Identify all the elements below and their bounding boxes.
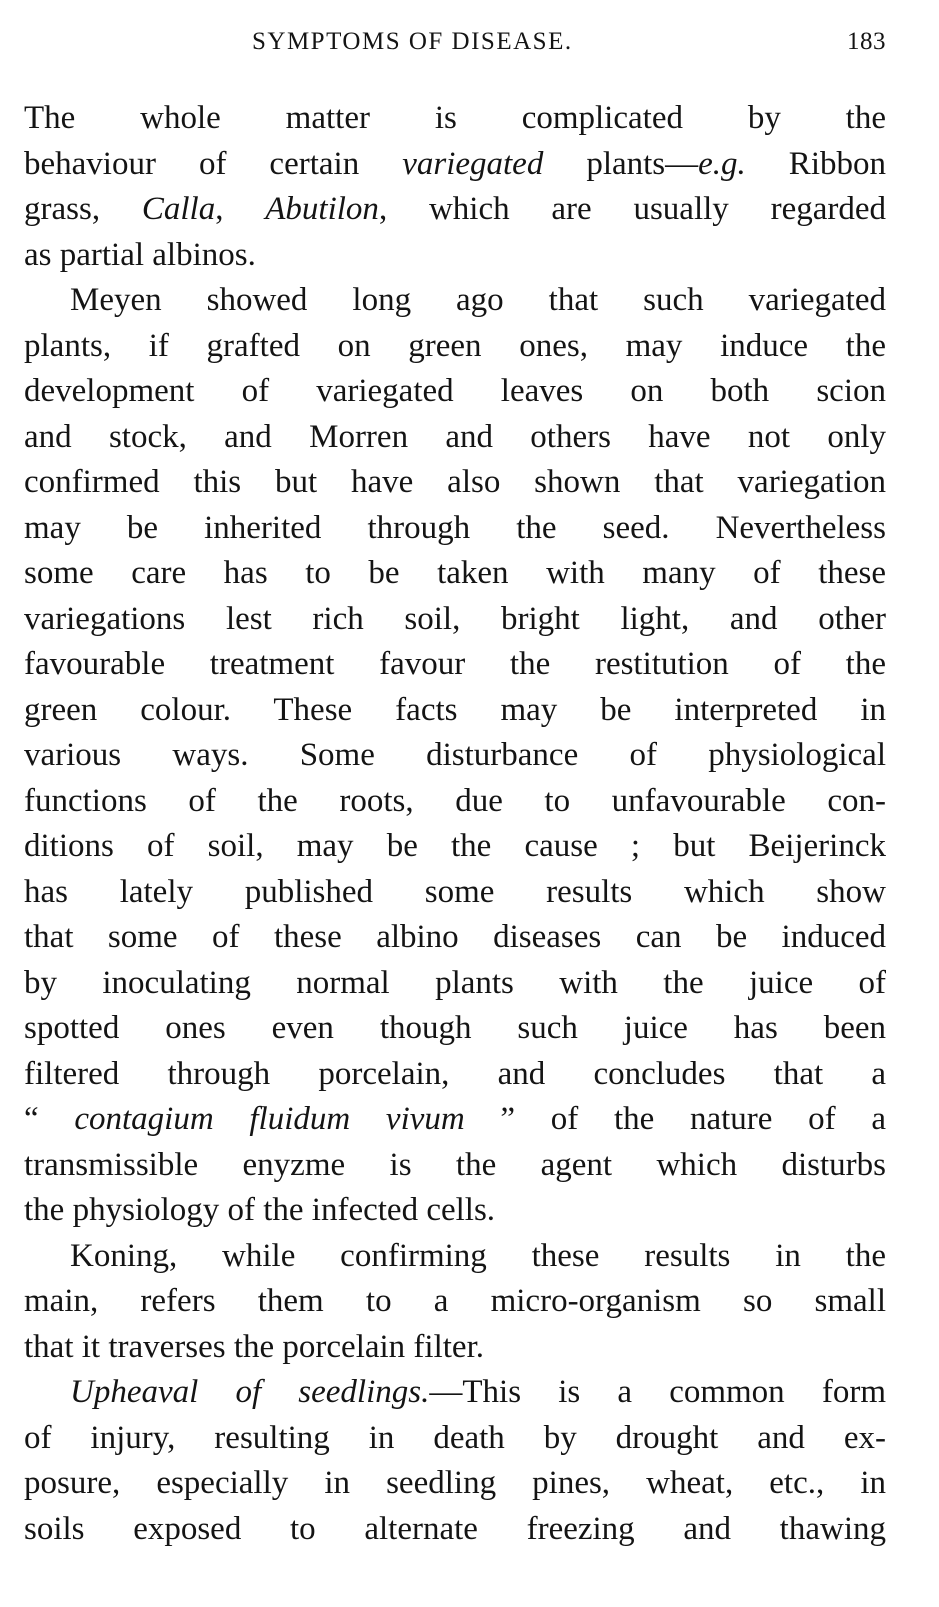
text-run: ,	[215, 191, 266, 227]
text-line	[24, 1006, 886, 1052]
text-line	[24, 278, 886, 324]
text-run: variegations lest rich soil, bright light, and other	[24, 600, 886, 637]
text-line	[24, 1507, 886, 1553]
text-run: as partial albinos.	[24, 236, 256, 273]
text-run: confirmed this but have also shown that variegation	[24, 464, 886, 500]
text-run: main, refers them to a micro-organism so small	[24, 1283, 886, 1319]
italic-text-run: variegated	[402, 145, 544, 182]
italic-text-run: Abutilon	[265, 191, 379, 227]
text-run: and stock, and Morren and others have not only	[24, 418, 886, 455]
text-run: favourable treatment favour the restitution of the	[24, 646, 886, 682]
text-run: soils exposed to alternate freezing and thawing	[24, 1510, 886, 1547]
page-number: 183	[847, 28, 886, 55]
text-line	[24, 233, 886, 279]
text-run: green colour. These facts may be interpreted in	[24, 691, 886, 728]
text-line	[24, 96, 886, 142]
italic-text-run: e.g.	[698, 145, 746, 182]
text-line	[24, 779, 886, 825]
text-run: that some of these albino diseases can be induced	[24, 919, 886, 955]
text-line	[24, 1143, 886, 1189]
text-line	[24, 142, 886, 188]
text-run: , which are usually regarded	[378, 191, 886, 227]
text-run: spotted ones even though such juice has been	[24, 1010, 886, 1046]
italic-text-run: Calla	[141, 191, 216, 227]
text-run: Koning, while confirming these results in the	[70, 1237, 886, 1274]
text-run: —This is a common form	[429, 1374, 886, 1410]
text-line	[24, 506, 886, 552]
text-run: grass,	[24, 191, 142, 227]
text-line	[24, 915, 886, 961]
text-run: various ways. Some disturbance of physiological	[24, 737, 886, 773]
running-title: SYMPTOMS OF DISEASE.	[252, 28, 573, 55]
text-run: of injury, resulting in death by drought and ex-	[24, 1419, 886, 1456]
text-line	[24, 1461, 886, 1507]
text-run: posure, especially in seedling pines, wheat, etc., in	[24, 1465, 886, 1501]
text-run: plants, if grafted on green ones, may induce the	[24, 327, 886, 364]
text-line	[24, 961, 886, 1007]
text-line	[24, 642, 886, 688]
running-header	[24, 28, 886, 64]
text-run: some care has to be taken with many of these	[24, 555, 886, 591]
text-run: behaviour of certain	[24, 145, 403, 182]
text-line	[24, 415, 886, 461]
text-run: functions of the roots, due to unfavourable con-	[24, 782, 886, 819]
text-line	[24, 1416, 886, 1462]
text-line	[24, 1052, 886, 1098]
text-line	[24, 1097, 886, 1143]
text-line	[24, 1234, 886, 1280]
text-run: ditions of soil, may be the cause ; but Beijerinck	[24, 828, 886, 864]
text-line	[24, 460, 886, 506]
text-line	[24, 551, 886, 597]
text-run: development of variegated leaves on both scion	[24, 373, 886, 409]
text-line	[24, 870, 886, 916]
text-run: that it traverses the porcelain filter.	[24, 1328, 484, 1365]
italic-text-run: Upheaval of seedlings.	[70, 1374, 430, 1410]
text-line	[24, 597, 886, 643]
text-line	[24, 324, 886, 370]
italic-text-run: contagium fluidum vivum	[74, 1101, 465, 1137]
text-run: Meyen showed long ago that such variegated	[70, 282, 886, 318]
text-run: filtered through porcelain, and concludes that a	[24, 1055, 886, 1092]
text-line	[24, 1325, 886, 1371]
text-run: by inoculating normal plants with the juice of	[24, 964, 886, 1001]
text-line	[24, 187, 886, 233]
text-run: has lately published some results which show	[24, 873, 886, 910]
text-line	[24, 1370, 886, 1416]
text-run: the physiology of the infected cells.	[24, 1192, 496, 1228]
text-line	[24, 1279, 886, 1325]
text-run: The whole matter is complicated by the	[24, 100, 886, 136]
text-run: transmissible enyzme is the agent which disturbs	[24, 1146, 886, 1183]
text-line	[24, 733, 886, 779]
text-line	[24, 369, 886, 415]
text-run: “	[24, 1101, 75, 1137]
body-text	[24, 96, 886, 1552]
text-line	[24, 1188, 886, 1234]
text-run: may be inherited through the seed. Nevertheless	[24, 509, 886, 546]
text-run: ” of the nature of a	[464, 1101, 886, 1137]
text-run: plants—	[543, 145, 699, 182]
text-line	[24, 824, 886, 870]
text-line	[24, 688, 886, 734]
text-run: Ribbon	[745, 145, 886, 182]
